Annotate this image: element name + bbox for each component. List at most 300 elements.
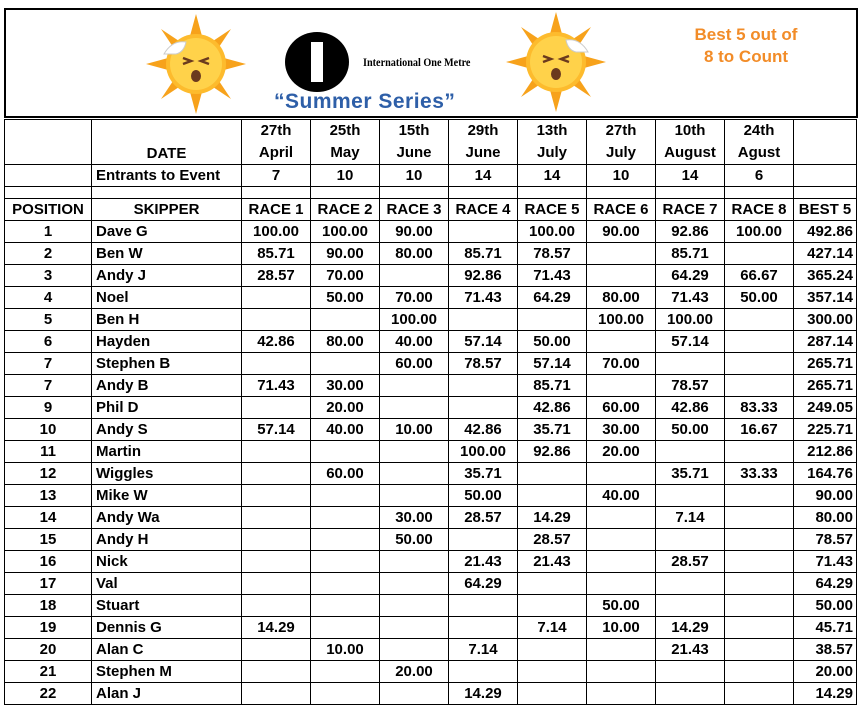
blank-cell xyxy=(5,120,92,165)
position-cell: 9 xyxy=(5,397,92,419)
spacer-row xyxy=(5,187,857,199)
race-score: 64.29 xyxy=(449,573,518,595)
date-day: 27th xyxy=(260,122,292,139)
blank-cell xyxy=(587,187,656,199)
skipper-cell: Stephen M xyxy=(92,661,242,683)
table-row xyxy=(5,683,857,705)
race-score: 85.71 xyxy=(242,243,311,265)
race-score: 7.14 xyxy=(449,639,518,661)
race-score: 14.29 xyxy=(518,507,587,529)
race-score: 60.00 xyxy=(311,463,380,485)
race-score xyxy=(725,595,794,617)
race-score: 100.00 xyxy=(311,221,380,243)
race-score: 80.00 xyxy=(311,331,380,353)
table-row xyxy=(5,595,857,617)
skipper-cell: Mike W xyxy=(92,485,242,507)
table-row xyxy=(5,661,857,683)
date-cell xyxy=(242,120,311,165)
race-score xyxy=(242,595,311,617)
race-score: 14.29 xyxy=(656,617,725,639)
table-row xyxy=(5,441,857,463)
iom-logo xyxy=(284,30,350,94)
entrants-count: 14 xyxy=(518,165,587,187)
skipper-cell: Andy H xyxy=(92,529,242,551)
table-row xyxy=(5,507,857,529)
best-five-total: 64.29 xyxy=(794,573,857,595)
position-cell: 4 xyxy=(5,287,92,309)
race-score: 42.86 xyxy=(449,419,518,441)
race-score: 20.00 xyxy=(311,397,380,419)
race-score: 28.57 xyxy=(449,507,518,529)
banner xyxy=(4,8,858,118)
race-score xyxy=(380,573,449,595)
race-score xyxy=(380,595,449,617)
race-score xyxy=(311,617,380,639)
race-score: 78.57 xyxy=(518,243,587,265)
race-score xyxy=(725,485,794,507)
race-score: 35.71 xyxy=(656,463,725,485)
race-score: 28.57 xyxy=(518,529,587,551)
race-score: 92.86 xyxy=(656,221,725,243)
logo-text: International One Metre xyxy=(363,55,471,69)
race-score xyxy=(587,265,656,287)
race-score: 70.00 xyxy=(380,287,449,309)
race-score xyxy=(380,683,449,705)
date-day: 29th xyxy=(467,122,499,139)
entrants-count: 7 xyxy=(242,165,311,187)
best-five-total: 90.00 xyxy=(794,485,857,507)
date-month: July xyxy=(536,144,567,161)
date-month: Agust xyxy=(737,144,781,161)
race-score xyxy=(242,551,311,573)
table-row xyxy=(5,243,857,265)
race-score xyxy=(311,573,380,595)
date-day: 15th xyxy=(398,122,430,139)
race-score xyxy=(449,397,518,419)
rule-line-1: Best 5 out of xyxy=(694,25,798,44)
best-five-total: 38.57 xyxy=(794,639,857,661)
race-score: 80.00 xyxy=(380,243,449,265)
race-score xyxy=(587,331,656,353)
race-score: 100.00 xyxy=(656,309,725,331)
race-score xyxy=(725,529,794,551)
race-score xyxy=(242,507,311,529)
race-score xyxy=(449,375,518,397)
race-score xyxy=(587,243,656,265)
entrants-count: 10 xyxy=(380,165,449,187)
race-score: 35.71 xyxy=(449,463,518,485)
entrants-count: 10 xyxy=(311,165,380,187)
race-score: 78.57 xyxy=(449,353,518,375)
race-score xyxy=(725,551,794,573)
best-five-total: 78.57 xyxy=(794,529,857,551)
column-header: RACE 6 xyxy=(587,199,656,221)
race-score: 40.00 xyxy=(380,331,449,353)
race-score xyxy=(725,507,794,529)
race-score xyxy=(656,661,725,683)
race-score: 33.33 xyxy=(725,463,794,485)
column-header: RACE 1 xyxy=(242,199,311,221)
date-month: August xyxy=(664,144,716,161)
race-score: 57.14 xyxy=(449,331,518,353)
date-cell xyxy=(656,120,725,165)
race-score xyxy=(656,529,725,551)
race-score xyxy=(656,353,725,375)
race-score: 14.29 xyxy=(449,683,518,705)
column-header: RACE 7 xyxy=(656,199,725,221)
race-score xyxy=(380,441,449,463)
skipper-cell: Val xyxy=(92,573,242,595)
race-score xyxy=(587,463,656,485)
race-score: 50.00 xyxy=(587,595,656,617)
race-score: 71.43 xyxy=(656,287,725,309)
race-score xyxy=(311,353,380,375)
best-five-total: 300.00 xyxy=(794,309,857,331)
blank-cell xyxy=(380,187,449,199)
race-score: 100.00 xyxy=(518,221,587,243)
race-score: 100.00 xyxy=(242,221,311,243)
race-score xyxy=(242,661,311,683)
race-score: 90.00 xyxy=(380,221,449,243)
skipper-cell: Phil D xyxy=(92,397,242,419)
race-score xyxy=(725,661,794,683)
race-score xyxy=(380,617,449,639)
race-score: 78.57 xyxy=(656,375,725,397)
race-score xyxy=(380,463,449,485)
rule-line-2: 8 to Count xyxy=(703,47,789,66)
race-score xyxy=(587,661,656,683)
race-score xyxy=(725,375,794,397)
skipper-cell: Alan J xyxy=(92,683,242,705)
date-day: 27th xyxy=(605,122,637,139)
position-cell: 22 xyxy=(5,683,92,705)
table-row xyxy=(5,353,857,375)
race-score: 21.43 xyxy=(656,639,725,661)
race-score xyxy=(380,485,449,507)
blank-cell xyxy=(725,187,794,199)
race-score: 100.00 xyxy=(380,309,449,331)
position-cell: 7 xyxy=(5,375,92,397)
date-day: 25th xyxy=(329,122,361,139)
race-score xyxy=(518,573,587,595)
column-header: RACE 4 xyxy=(449,199,518,221)
position-cell: 18 xyxy=(5,595,92,617)
race-score: 16.67 xyxy=(725,419,794,441)
table-row xyxy=(5,331,857,353)
position-cell: 10 xyxy=(5,419,92,441)
race-score: 40.00 xyxy=(311,419,380,441)
race-score xyxy=(311,661,380,683)
date-day: 13th xyxy=(536,122,568,139)
blank-cell xyxy=(518,187,587,199)
race-score: 50.00 xyxy=(518,331,587,353)
race-score xyxy=(518,463,587,485)
position-cell: 13 xyxy=(5,485,92,507)
race-score: 100.00 xyxy=(725,221,794,243)
best-five-rule xyxy=(666,24,826,68)
race-score: 70.00 xyxy=(311,265,380,287)
best-five-total: 164.76 xyxy=(794,463,857,485)
race-score xyxy=(518,595,587,617)
race-score: 50.00 xyxy=(380,529,449,551)
race-score: 7.14 xyxy=(656,507,725,529)
best-five-total: 71.43 xyxy=(794,551,857,573)
best-five-total: 287.14 xyxy=(794,331,857,353)
race-score xyxy=(242,485,311,507)
entrants-count: 14 xyxy=(656,165,725,187)
results-table xyxy=(4,119,857,705)
race-score: 66.67 xyxy=(725,265,794,287)
race-score xyxy=(656,441,725,463)
position-cell: 21 xyxy=(5,661,92,683)
position-cell: 16 xyxy=(5,551,92,573)
blank-cell xyxy=(311,187,380,199)
column-header: SKIPPER xyxy=(92,199,242,221)
race-score: 64.29 xyxy=(518,287,587,309)
race-score xyxy=(725,617,794,639)
skipper-cell: Ben H xyxy=(92,309,242,331)
race-score: 14.29 xyxy=(242,617,311,639)
sun-icon xyxy=(506,12,606,112)
race-score xyxy=(242,463,311,485)
race-score xyxy=(311,507,380,529)
table-row xyxy=(5,529,857,551)
date-month: July xyxy=(605,144,636,161)
race-score: 20.00 xyxy=(380,661,449,683)
race-score xyxy=(725,441,794,463)
sun-icon xyxy=(146,14,246,114)
skipper-cell: Andy S xyxy=(92,419,242,441)
skipper-cell: Stephen B xyxy=(92,353,242,375)
race-score: 20.00 xyxy=(587,441,656,463)
best-five-total: 45.71 xyxy=(794,617,857,639)
race-score: 100.00 xyxy=(587,309,656,331)
skipper-cell: Nick xyxy=(92,551,242,573)
best-five-total: 20.00 xyxy=(794,661,857,683)
race-score: 92.86 xyxy=(449,265,518,287)
race-score: 10.00 xyxy=(587,617,656,639)
table-row xyxy=(5,397,857,419)
table-row xyxy=(5,265,857,287)
column-header: RACE 3 xyxy=(380,199,449,221)
position-cell: 14 xyxy=(5,507,92,529)
column-header: BEST 5 xyxy=(794,199,857,221)
race-score xyxy=(380,397,449,419)
race-score xyxy=(311,683,380,705)
race-score: 28.57 xyxy=(242,265,311,287)
race-score xyxy=(656,485,725,507)
skipper-cell: Stuart xyxy=(92,595,242,617)
race-score: 30.00 xyxy=(380,507,449,529)
race-score xyxy=(242,573,311,595)
race-score xyxy=(380,265,449,287)
race-score xyxy=(242,397,311,419)
position-cell: 12 xyxy=(5,463,92,485)
race-score: 10.00 xyxy=(380,419,449,441)
blank-cell xyxy=(5,165,92,187)
race-score xyxy=(656,595,725,617)
race-score: 85.71 xyxy=(518,375,587,397)
race-score xyxy=(449,617,518,639)
race-score xyxy=(725,683,794,705)
race-score: 90.00 xyxy=(587,221,656,243)
position-cell: 15 xyxy=(5,529,92,551)
blank-cell xyxy=(5,187,92,199)
skipper-cell: Martin xyxy=(92,441,242,463)
best-five-total: 427.14 xyxy=(794,243,857,265)
race-score: 60.00 xyxy=(587,397,656,419)
race-score: 50.00 xyxy=(656,419,725,441)
race-score: 50.00 xyxy=(449,485,518,507)
table-row xyxy=(5,375,857,397)
race-score xyxy=(725,573,794,595)
best-five-total: 365.24 xyxy=(794,265,857,287)
series-title: “Summer Series” xyxy=(274,90,456,113)
race-score: 42.86 xyxy=(518,397,587,419)
position-cell: 6 xyxy=(5,331,92,353)
column-header: RACE 5 xyxy=(518,199,587,221)
race-score xyxy=(242,529,311,551)
position-cell: 5 xyxy=(5,309,92,331)
race-score xyxy=(725,639,794,661)
race-score xyxy=(449,661,518,683)
table-row xyxy=(5,551,857,573)
race-score xyxy=(587,551,656,573)
race-score xyxy=(380,551,449,573)
race-score: 10.00 xyxy=(311,639,380,661)
date-cell xyxy=(380,120,449,165)
race-score xyxy=(587,529,656,551)
race-score xyxy=(518,639,587,661)
table-row xyxy=(5,639,857,661)
race-score: 64.29 xyxy=(656,265,725,287)
column-header: RACE 8 xyxy=(725,199,794,221)
race-score: 42.86 xyxy=(242,331,311,353)
race-score xyxy=(449,595,518,617)
column-header: RACE 2 xyxy=(311,199,380,221)
column-header: POSITION xyxy=(5,199,92,221)
race-score: 40.00 xyxy=(587,485,656,507)
race-score xyxy=(311,485,380,507)
race-score xyxy=(725,309,794,331)
best-five-total: 265.71 xyxy=(794,375,857,397)
table-row xyxy=(5,573,857,595)
race-score xyxy=(518,661,587,683)
best-five-total: 225.71 xyxy=(794,419,857,441)
race-score xyxy=(380,375,449,397)
position-cell: 17 xyxy=(5,573,92,595)
race-score: 50.00 xyxy=(725,287,794,309)
blank-cell xyxy=(242,187,311,199)
race-score xyxy=(242,353,311,375)
date-cell xyxy=(587,120,656,165)
table-row xyxy=(5,419,857,441)
race-score: 50.00 xyxy=(311,287,380,309)
race-score: 85.71 xyxy=(449,243,518,265)
date-month: June xyxy=(396,144,432,161)
table-row xyxy=(5,221,857,243)
position-cell: 2 xyxy=(5,243,92,265)
skipper-cell: Hayden xyxy=(92,331,242,353)
race-score: 30.00 xyxy=(587,419,656,441)
race-score xyxy=(518,309,587,331)
race-score: 21.43 xyxy=(449,551,518,573)
date-month: May xyxy=(330,144,360,161)
header-row xyxy=(5,199,857,221)
race-score xyxy=(311,529,380,551)
entrants-count: 10 xyxy=(587,165,656,187)
date-cell xyxy=(449,120,518,165)
race-score xyxy=(725,353,794,375)
skipper-cell: Andy B xyxy=(92,375,242,397)
race-score xyxy=(587,375,656,397)
race-score xyxy=(311,309,380,331)
race-score xyxy=(311,551,380,573)
race-score xyxy=(311,595,380,617)
date-month: April xyxy=(258,144,294,161)
best-five-total: 357.14 xyxy=(794,287,857,309)
race-score: 85.71 xyxy=(656,243,725,265)
race-score xyxy=(656,683,725,705)
entrants-label: Entrants to Event xyxy=(92,165,242,187)
race-score: 80.00 xyxy=(587,287,656,309)
race-score: 100.00 xyxy=(449,441,518,463)
table-row xyxy=(5,287,857,309)
race-score: 30.00 xyxy=(311,375,380,397)
blank-cell xyxy=(656,187,725,199)
race-score: 92.86 xyxy=(518,441,587,463)
best-five-total: 14.29 xyxy=(794,683,857,705)
race-score: 57.14 xyxy=(518,353,587,375)
skipper-cell: Andy Wa xyxy=(92,507,242,529)
race-score: 71.43 xyxy=(449,287,518,309)
race-score xyxy=(725,243,794,265)
position-cell: 19 xyxy=(5,617,92,639)
date-cell xyxy=(725,120,794,165)
skipper-cell: Noel xyxy=(92,287,242,309)
race-score: 83.33 xyxy=(725,397,794,419)
blank-cell xyxy=(794,120,857,165)
skipper-cell: Andy J xyxy=(92,265,242,287)
race-score xyxy=(311,441,380,463)
race-score xyxy=(242,639,311,661)
race-score xyxy=(449,529,518,551)
date-cell xyxy=(518,120,587,165)
position-cell: 3 xyxy=(5,265,92,287)
best-five-total: 212.86 xyxy=(794,441,857,463)
race-score xyxy=(242,287,311,309)
date-day: 10th xyxy=(674,122,706,139)
race-score: 42.86 xyxy=(656,397,725,419)
date-day: 24th xyxy=(743,122,775,139)
race-score: 71.43 xyxy=(518,265,587,287)
race-score: 7.14 xyxy=(518,617,587,639)
date-label: DATE xyxy=(92,120,242,165)
race-score: 71.43 xyxy=(242,375,311,397)
position-cell: 7 xyxy=(5,353,92,375)
best-five-total: 80.00 xyxy=(794,507,857,529)
date-cell xyxy=(311,120,380,165)
race-score: 57.14 xyxy=(656,331,725,353)
race-score xyxy=(518,485,587,507)
race-score: 60.00 xyxy=(380,353,449,375)
race-score xyxy=(449,309,518,331)
race-score xyxy=(242,683,311,705)
best-five-total: 249.05 xyxy=(794,397,857,419)
race-score xyxy=(587,573,656,595)
skipper-cell: Ben W xyxy=(92,243,242,265)
skipper-cell: Dave G xyxy=(92,221,242,243)
